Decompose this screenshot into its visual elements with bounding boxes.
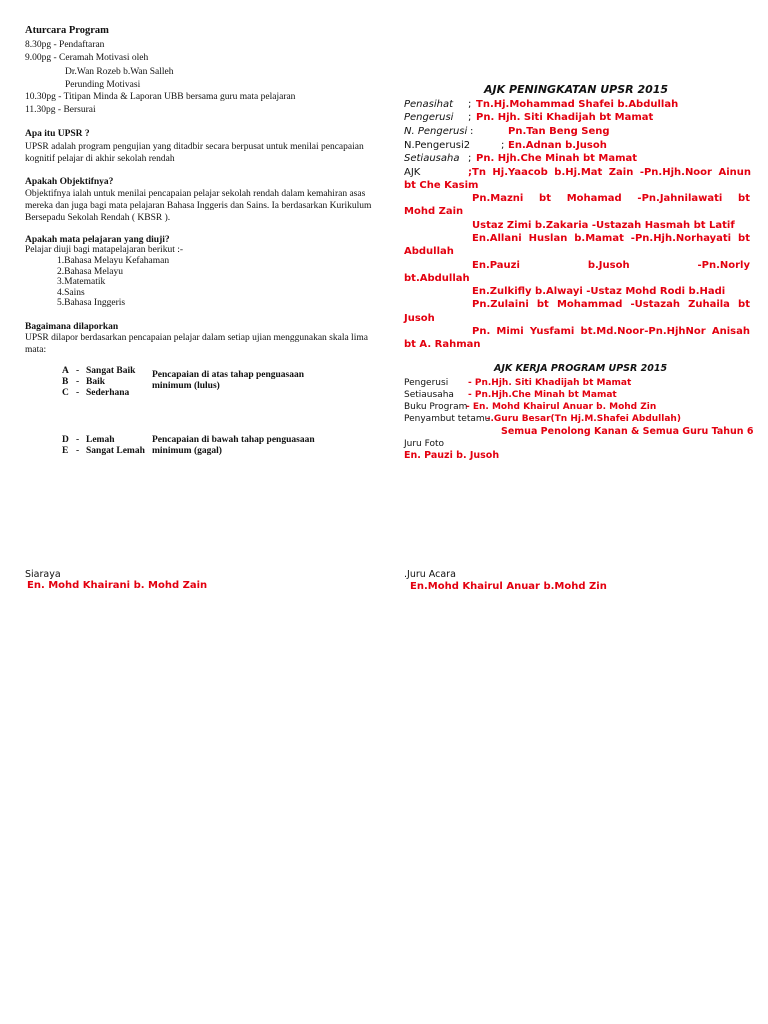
apa-itu-line: UPSR adalah program pengujian yang ditadbir secara berpusat untuk menilai pencapaian bbox=[25, 142, 364, 152]
section-heading-report: Bagaimana dilaporkan bbox=[25, 322, 119, 332]
program-time: 11.30pg bbox=[25, 105, 56, 115]
grade-letter: B bbox=[62, 377, 69, 387]
grade-label: Sederhana bbox=[86, 388, 130, 398]
section-heading-subjects: Apakah mata pelajaran yang diuji? bbox=[25, 235, 170, 245]
separator: ; bbox=[468, 153, 472, 164]
grade-row bbox=[62, 387, 130, 399]
ajk-role-label: Pengerusi bbox=[404, 112, 454, 123]
grade-row bbox=[62, 445, 145, 457]
separator: : bbox=[470, 126, 474, 137]
ajk-role-label: Penasihat bbox=[404, 99, 454, 110]
grade-dash: - bbox=[76, 377, 80, 387]
list-item: ;Tn Hj.Yaacob b.Hj.Mat Zain -Pn.Hjh.Noor Ainun bbox=[468, 167, 751, 178]
list-item: Jusoh bbox=[404, 313, 435, 324]
ajk-role-label: AJK bbox=[404, 167, 421, 178]
list-item: Pn.Zulaini bt Mohammad -Ustazah Zuhaila bt bbox=[472, 299, 750, 310]
kerja-person: En. Pauzi b. Jusoh bbox=[404, 450, 500, 461]
program-time: 10.30pg bbox=[25, 92, 56, 102]
kerja-role-label: Penyambut tetamu bbox=[404, 414, 491, 424]
program-text: - Ceramah Motivasi oleh bbox=[53, 53, 149, 63]
grade-fail-description: minimum (gagal) bbox=[152, 446, 222, 456]
ajk-row-penasihat bbox=[404, 98, 679, 111]
program-text: - Bersurai bbox=[57, 105, 96, 115]
report-line: UPSR dilapor berdasarkan pencapaian pelajar dalam setiap ujian menggunakan skala lima bbox=[25, 333, 368, 343]
objektif-line: mereka dan juga bagi mata pelajaran Bahasa Inggeris dan Sains. Ia berdasarkan Kurikulum bbox=[25, 201, 372, 211]
grade-letter: D bbox=[62, 435, 69, 445]
program-item: Perunding Motivasi bbox=[65, 80, 141, 90]
kerja-person: –.Guru Besar(Tn Hj.M.Shafei Abdullah) bbox=[486, 414, 681, 424]
ajk-row-pengerusi bbox=[404, 111, 654, 124]
kerja-role-label: Juru Foto bbox=[404, 439, 445, 449]
list-item: 4.Sains bbox=[57, 288, 85, 298]
grade-dash: - bbox=[76, 388, 80, 398]
grade-dash: - bbox=[76, 446, 80, 456]
list-item: Pn.Mazni bt Mohamad -Pn.Jahnilawati bt bbox=[472, 193, 750, 204]
siaraya-name: En. Mohd Khairani b. Mohd Zain bbox=[27, 580, 208, 591]
grade-fail-description: Pencapaian di bawah tahap penguasaan bbox=[152, 435, 315, 445]
list-item: 2.Bahasa Melayu bbox=[57, 267, 123, 277]
list-item: En.Zulkifly b.Alwayi -Ustaz Mohd Rodi b.Hadi bbox=[472, 286, 726, 297]
list-item: En.Allani Huslan b.Mamat -Pn.Hjh.Norhayati bt bbox=[472, 233, 750, 244]
program-text: - Pendaftaran bbox=[53, 40, 105, 50]
list-item: Mohd Zain bbox=[404, 206, 464, 217]
ajk-person: Pn. Hjh. Siti Khadijah bt Mamat bbox=[476, 112, 654, 123]
separator: ; bbox=[468, 112, 472, 123]
ajk-role-label: N.Pengerusi2 bbox=[404, 140, 471, 151]
program-time: 9.00pg bbox=[25, 53, 52, 63]
program-item bbox=[25, 52, 148, 64]
grade-pass-description: minimum (lulus) bbox=[152, 381, 220, 391]
grade-pass-description: Pencapaian di atas tahap penguasaan bbox=[152, 370, 305, 380]
grade-dash: - bbox=[76, 435, 80, 445]
separator: ; bbox=[468, 99, 472, 110]
grade-letter: C bbox=[62, 388, 69, 398]
grade-letter: E bbox=[62, 446, 69, 456]
list-item: Abdullah bbox=[404, 246, 454, 257]
grade-label: Baik bbox=[86, 377, 106, 387]
program-item bbox=[25, 91, 295, 103]
grade-label: Sangat Lemah bbox=[86, 446, 145, 456]
ajk-person: Tn.Hj.Mohammad Shafei b.Abdullah bbox=[476, 99, 679, 110]
subjects-intro: Pelajar diuji bagi matapelajaran berikut :- bbox=[25, 245, 184, 255]
program-title: Aturcara Program bbox=[25, 25, 109, 36]
ajk-row-setiausaha bbox=[404, 152, 638, 165]
program-text: - Titipan Minda & Laporan UBB bersama guru mata pelajaran bbox=[58, 92, 296, 102]
siaraya-label: Siaraya bbox=[25, 569, 61, 580]
kerja-row bbox=[404, 413, 681, 426]
apa-itu-line: kognitif pelajar di akhir sekolah rendah bbox=[25, 154, 175, 164]
ajk-title: AJK PENINGKATAN UPSR 2015 bbox=[484, 83, 669, 96]
list-item: bt.Abdullah bbox=[404, 273, 470, 284]
separator: ; bbox=[501, 140, 505, 151]
kerja-person: - Pn.Hjh. Siti Khadijah bt Mamat bbox=[468, 378, 632, 388]
ajk-person: En.Adnan b.Jusoh bbox=[508, 140, 607, 151]
kerja-role-label: Setiausaha bbox=[404, 390, 454, 400]
objektif-line: Objektifnya ialah untuk menilai pencapaian pelajar sekolah rendah dalam kemahiran asas bbox=[25, 189, 366, 199]
ajk-role-label: Setiausaha bbox=[404, 153, 460, 164]
kerja-person: - Pn.Hjh.Che Minah bt Mamat bbox=[468, 390, 617, 400]
acara-label: .Juru Acara bbox=[404, 569, 456, 580]
grade-label: Lemah bbox=[86, 435, 115, 445]
list-item: Ustaz Zimi b.Zakaria -Ustazah Hasmah bt Latif bbox=[472, 220, 735, 231]
section-heading-objektif: Apakah Objektifnya? bbox=[25, 177, 114, 187]
kerja-title: AJK KERJA PROGRAM UPSR 2015 bbox=[494, 363, 668, 374]
report-line: mata: bbox=[25, 345, 47, 355]
list-item: Pn. Mimi Yusfami bt.Md.Noor-Pn.HjhNor Anisah bbox=[472, 326, 750, 337]
ajk-person: Pn. Hjh.Che Minah bt Mamat bbox=[476, 153, 638, 164]
list-item: bt Che Kasim bbox=[404, 180, 479, 191]
ajk-row-npengerusi2 bbox=[404, 139, 607, 152]
list-item: En.Pauzi b.Jusoh -Pn.Norly bbox=[472, 260, 750, 271]
program-time: 8.30pg bbox=[25, 40, 52, 50]
list-item: 1.Bahasa Melayu Kefahaman bbox=[57, 256, 170, 266]
kerja-role-label: Buku Program bbox=[404, 402, 468, 412]
acara-name: En.Mohd Khairul Anuar b.Mohd Zin bbox=[410, 581, 607, 592]
ajk-person: Pn.Tan Beng Seng bbox=[508, 126, 610, 137]
grade-letter: A bbox=[62, 366, 69, 376]
grade-dash: - bbox=[76, 366, 80, 376]
program-item bbox=[25, 39, 104, 51]
list-item: 3.Matematik bbox=[57, 277, 106, 287]
section-heading-apa-itu: Apa itu UPSR ? bbox=[25, 129, 90, 139]
ajk-row-npengerusi bbox=[404, 125, 610, 138]
kerja-person: Semua Penolong Kanan & Semua Guru Tahun 6 bbox=[501, 426, 754, 437]
grade-label: Sangat Baik bbox=[86, 366, 136, 376]
list-item: 5.Bahasa Inggeris bbox=[57, 298, 126, 308]
objektif-line: Bersepadu Sekolah Rendah ( KBSR ). bbox=[25, 213, 171, 223]
ajk-role-label: N. Pengerusi bbox=[404, 126, 468, 137]
program-item: Dr.Wan Rozeb b.Wan Salleh bbox=[65, 67, 174, 77]
kerja-person: - En. Mohd Khairul Anuar b. Mohd Zin bbox=[466, 402, 657, 412]
program-item bbox=[25, 104, 96, 116]
list-item: bt A. Rahman bbox=[404, 339, 481, 350]
kerja-role-label: Pengerusi bbox=[404, 378, 449, 388]
